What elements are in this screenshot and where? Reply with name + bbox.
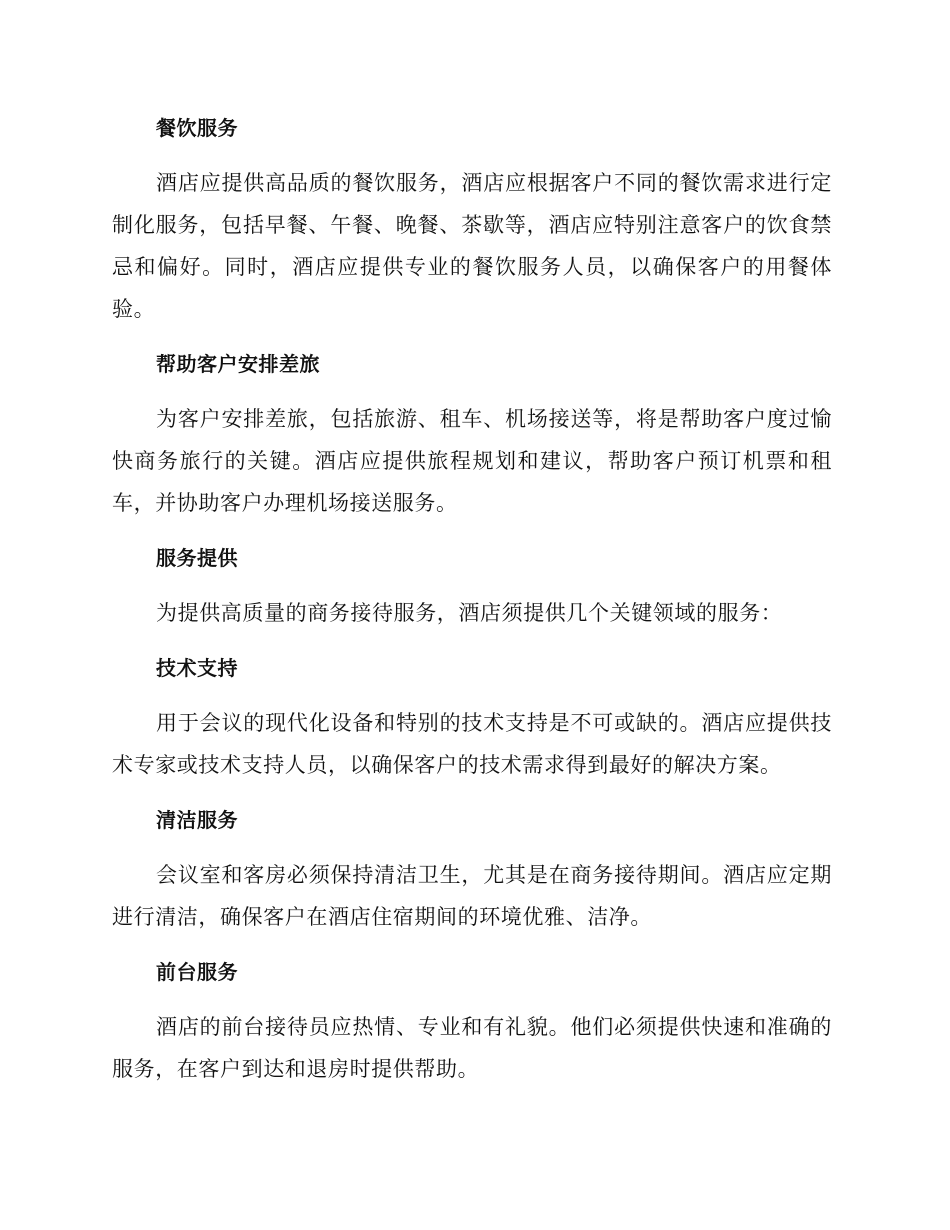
section-body-tech-support: 用于会议的现代化设备和特别的技术支持是不可或缺的。酒店应提供技术专家或技术支持人员，以确保客户的技术需求得到最好的解决方案。 <box>112 711 832 777</box>
section-heading-catering: 餐饮服务 <box>156 116 238 140</box>
section-body-front-desk: 酒店的前台接待员应热情、专业和有礼貌。他们必须提供快速和准确的服务，在客户到达和退房时提供帮助。 <box>112 1015 832 1081</box>
section-body-cleaning: 会议室和客房必须保持清洁卫生，尤其是在商务接待期间。酒店应定期进行清洁，确保客户在酒店住宿期间的环境优雅、洁净。 <box>112 863 832 929</box>
section-heading-service-provision: 服务提供 <box>156 546 238 570</box>
section-heading-tech-support: 技术支持 <box>156 656 238 680</box>
section-body-catering: 酒店应提供高品质的餐饮服务，酒店应根据客户不同的餐饮需求进行定制化服务，包括早餐、午餐、晚餐、茶歇等，酒店应特别注意客户的饮食禁忌和偏好。同时，酒店应提供专业的餐饮服务人员，以确保客户的用餐体验。 <box>112 171 832 321</box>
section-body-service-provision: 为提供高质量的商务接待服务，酒店须提供几个关键领域的服务： <box>156 601 783 625</box>
section-heading-cleaning: 清洁服务 <box>156 808 238 832</box>
document-content <box>112 108 832 1090</box>
section-heading-travel: 帮助客户安排差旅 <box>156 352 320 376</box>
section-body-travel: 为客户安排差旅，包括旅游、租车、机场接送等，将是帮助客户度过愉快商务旅行的关键。酒店应提供旅程规划和建议，帮助客户预订机票和租车，并协助客户办理机场接送服务。 <box>112 407 832 515</box>
section-heading-front-desk: 前台服务 <box>156 960 238 984</box>
